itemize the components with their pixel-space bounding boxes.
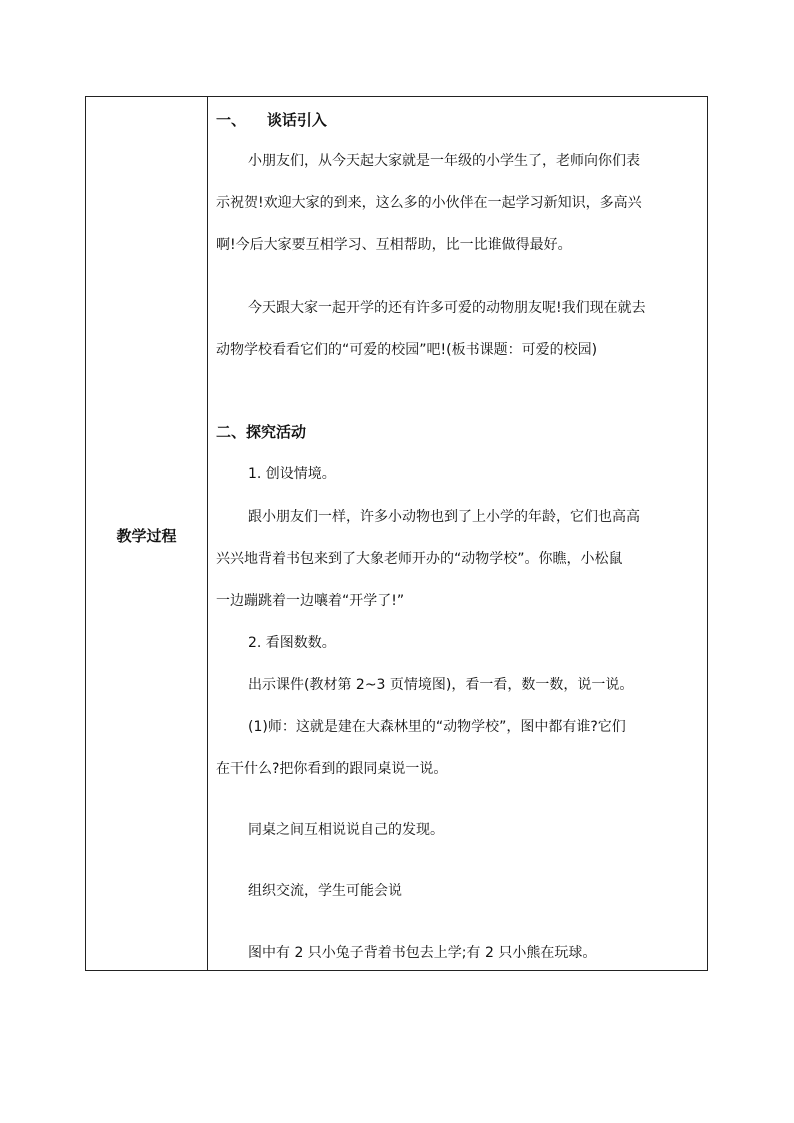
paragraph-line: 组织交流，学生可能会说 <box>248 883 402 899</box>
paragraph-line: 示祝贺!欢迎大家的到来，这么多的小伙伴在一起学习新知识，多高兴 <box>216 195 642 211</box>
paragraph-line: 在干什么?把你看到的跟同桌说一说。 <box>216 761 448 777</box>
paragraph-line: 动物学校看看它们的“可爱的校园”吧!(板书课题：可爱的校园) <box>216 342 598 358</box>
section-label: 教学过程 <box>116 527 177 545</box>
paragraph-line: 今天跟大家一起开学的还有许多可爱的动物朋友呢!我们现在就去 <box>248 300 646 316</box>
paragraph-line: 出示课件(教材第 2~3 页情境图)，看一看，数一数，说一说。 <box>248 677 634 693</box>
content-cell <box>208 97 707 970</box>
paragraph-line: 跟小朋友们一样，许多小动物也到了上小学的年龄，它们也高高 <box>248 509 640 525</box>
lesson-table <box>85 96 708 971</box>
paragraph-line: 图中有 2 只小兔子背着书包去上学;有 2 只小熊在玩球。 <box>248 945 597 961</box>
paragraph-line: 一边蹦跳着一边嚷着“开学了!” <box>216 593 405 609</box>
paragraph-line: 啊!今后大家要互相学习、互相帮助，比一比谁做得最好。 <box>216 237 572 253</box>
paragraph-line: 同桌之间互相说说自己的发现。 <box>248 822 444 838</box>
step-title: 1. 创设情境。 <box>248 466 336 482</box>
paragraph-line: 小朋友们，从今天起大家就是一年级的小学生了，老师向你们表 <box>248 153 640 169</box>
heading-explore: 二、探究活动 <box>216 423 307 441</box>
step-title: 2. 看图数数。 <box>248 635 336 651</box>
paragraph-line: 兴兴地背着书包来到了大象老师开办的“动物学校”。你瞧，小松鼠 <box>216 551 623 567</box>
paragraph-line: (1)师：这就是建在大森林里的“动物学校”，图中都有谁?它们 <box>248 719 626 735</box>
heading-intro: 一、 谈话引入 <box>216 111 327 129</box>
